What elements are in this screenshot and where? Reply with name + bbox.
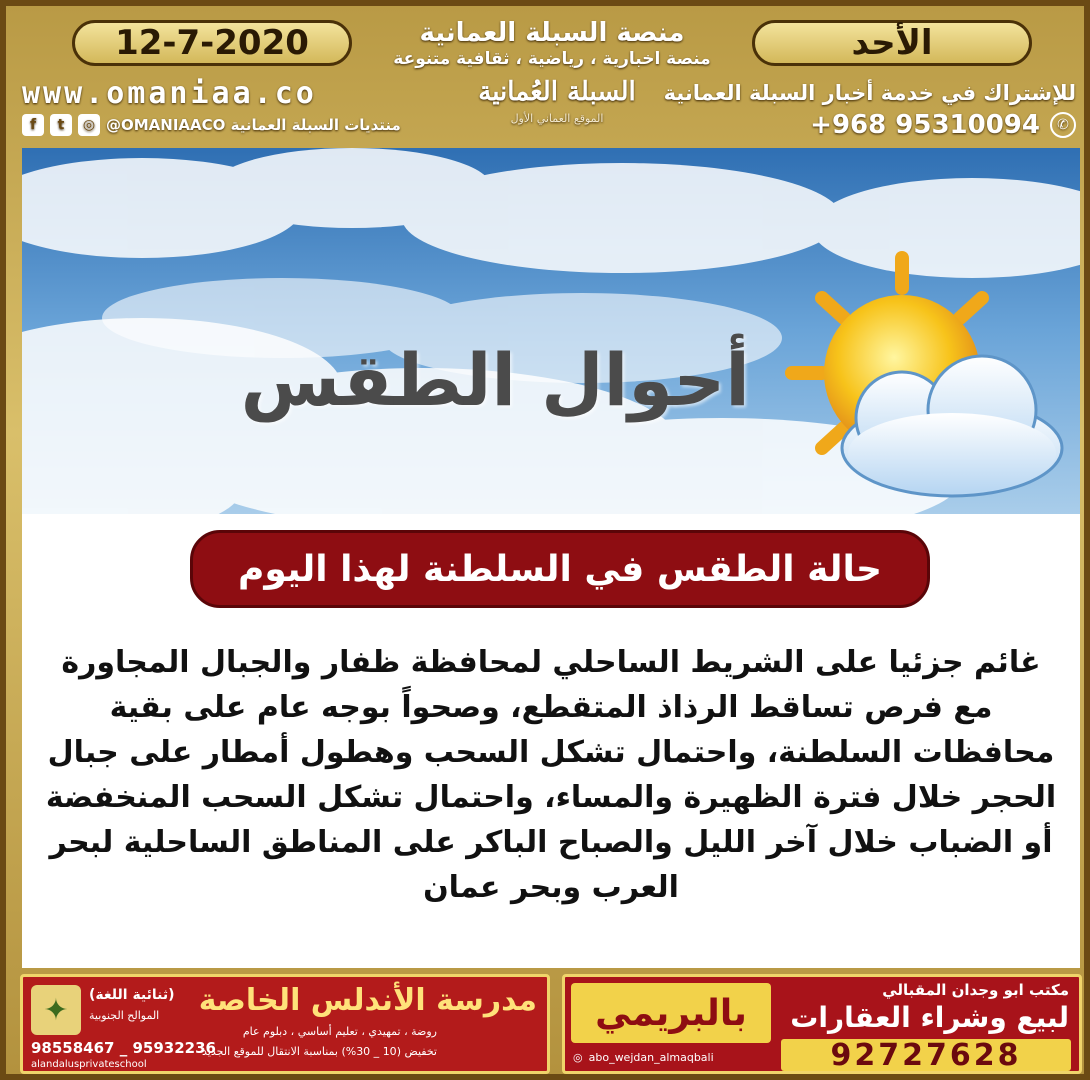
header-top (12, 12, 1090, 72)
twitter-icon[interactable]: t (50, 114, 72, 136)
realestate-phone[interactable]: 92727628 (781, 1039, 1071, 1071)
social-row (22, 114, 401, 136)
logo-text: السبلة العُمانية (478, 77, 636, 107)
realestate-instagram[interactable]: abo_wejdan_almaqbali (588, 1051, 714, 1064)
weather-banner (22, 148, 1080, 514)
date-pill: 12-7-2020 (72, 20, 352, 66)
school-phones[interactable]: 98558467 _ 95932236 (31, 1039, 216, 1057)
brand-logo (452, 72, 662, 142)
instagram-icon: ◎ (573, 1051, 583, 1064)
realestate-office: مكتب ابو وجدان المقبالي (882, 981, 1069, 999)
school-logo-icon: ✦ (31, 985, 81, 1035)
facebook-icon[interactable]: f (22, 114, 44, 136)
platform-title: منصة السبلة العمانية (419, 18, 685, 48)
ad-school[interactable] (20, 974, 550, 1074)
subscribe-phone[interactable]: +968 95310094 (810, 110, 1040, 140)
ad-realestate[interactable] (562, 974, 1082, 1074)
subscribe-block (664, 78, 1076, 142)
realestate-instagram-row (573, 1051, 714, 1064)
headline: حالة الطقس في السلطنة لهذا اليوم (190, 530, 930, 608)
school-site[interactable]: alandalusprivateschool (31, 1059, 147, 1070)
sky-illustration (22, 148, 1080, 514)
day-pill: الأحد (752, 20, 1032, 66)
website-link[interactable]: www.omaniaa.co (22, 76, 317, 111)
subscribe-text: للإشتراك في خدمة أخبار السبلة العمانية (663, 81, 1076, 105)
realestate-service: لبيع وشراء العقارات (790, 1001, 1069, 1034)
subscribe-phone-row (664, 108, 1076, 142)
instagram-icon[interactable]: ◎ (78, 114, 100, 136)
phone-icon: ✆ (1050, 112, 1076, 138)
social-handle: @OMANIAACO منتديات السبلة العمانية (106, 116, 401, 134)
platform-subtitle: منصة اخبارية ، رياضية ، ثقافية متنوعة (393, 49, 711, 69)
header-mid (12, 72, 1090, 146)
content-panel (22, 148, 1080, 968)
school-title: مدرسة الأندلس الخاصة (198, 983, 537, 1018)
logo-tagline: الموقع العماني الأول (510, 112, 604, 125)
forecast-text: غائم جزئيا على الشريط الساحلي لمحافظة ظفار والجبال المجاورة مع فرص تساقط الرذاذ المتقطع، وصحواً بوجه عام على بقية محافظات السلطنة، واحتمال تشكل السحب وهطول أمطار على جبال الحجر خلال فترة الظهيرة والمساء، واحتمال تشكل السحب المنخفضة أو الضباب خلال آخر الليل والصباح الباكر على المناطق الساحلية لبحر العرب وبحر عمان (45, 645, 1057, 905)
school-stages: روضة ، تمهيدي ، تعليم أساسي ، دبلوم عام (242, 1025, 437, 1038)
realestate-city: بالبريمي (571, 983, 771, 1043)
school-location: الموالح الجنوبية (89, 1009, 160, 1022)
banner-title: أحوال الطقس (240, 338, 750, 422)
school-tag: (ثنائية اللغة) (89, 987, 175, 1003)
platform-title-block (372, 18, 732, 70)
school-discount: تخفيض (10 _ 30%) بمناسبة الانتقال للموقع الجديد (202, 1045, 437, 1058)
